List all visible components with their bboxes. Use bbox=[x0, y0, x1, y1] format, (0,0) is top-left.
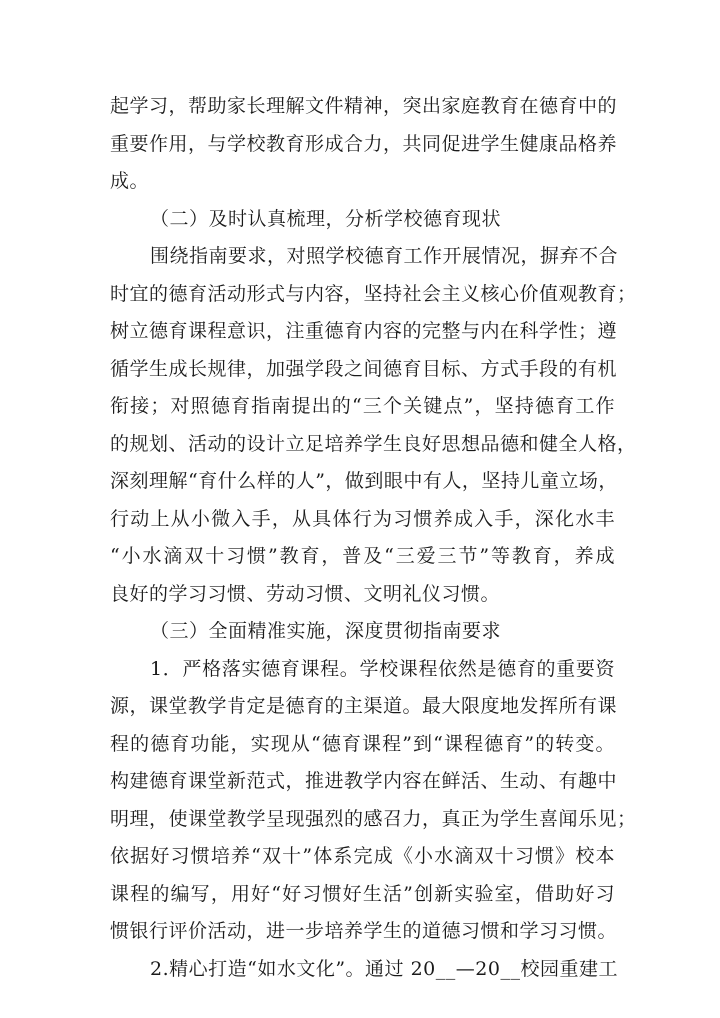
text-line: 程的德育功能，实现从“德育课程”到“课程德育”的转变。 bbox=[110, 732, 615, 755]
text-line: 依据好习惯培养“双十”体系完成《小水滴双十习惯》校本 bbox=[110, 845, 615, 867]
text-line: 成。 bbox=[110, 170, 150, 192]
text-line: 惯银行评价活动，进一步培养学生的道德习惯和学习习惯。 bbox=[110, 920, 618, 942]
text-line: 深刻理解“育什么样的人”，做到眼中有人，坚持儿童立场， bbox=[110, 470, 618, 492]
paragraph-start: 围绕指南要求，对照学校德育工作开展情况，摒弃不合 bbox=[150, 245, 619, 267]
text-line: 时宜的德育活动形式与内容，坚持社会主义核心价值观教育； bbox=[110, 282, 637, 305]
text-line: 重要作用，与学校教育形成合力，共同促进学生健康品格养 bbox=[110, 132, 618, 155]
paragraph-start: 2.精心打造“如水文化”。通过 20__—20__校园重建工 bbox=[150, 957, 618, 980]
text-line: 树立德育课程意识，注重德育内容的完整与内在科学性；遵 bbox=[110, 320, 618, 342]
text-line: 构建德育课堂新范式，推进教学内容在鲜活、生动、有趣中 bbox=[110, 770, 618, 792]
text-line: 明理，使课堂教学呈现强烈的感召力，真正为学生喜闻乐见； bbox=[110, 807, 637, 830]
text-line: “小水滴双十习惯”教育，普及“三爱三节”等教育，养成 bbox=[110, 545, 615, 567]
text-line: 的规划、活动的设计立足培养学生良好思想品德和健全人格， bbox=[110, 432, 637, 455]
text-line: 行动上从小微入手，从具体行为习惯养成入手，深化水丰 bbox=[110, 507, 615, 530]
text-line: 循学生成长规律，加强学段之间德育目标、方式手段的有机 bbox=[110, 357, 618, 380]
section-heading-3: （三）全面精准实施，深度贯彻指南要求 bbox=[150, 620, 502, 642]
body-text bbox=[110, 88, 637, 988]
text-line: 良好的学习习惯、劳动习惯、文明礼仪习惯。 bbox=[110, 582, 501, 605]
text-line: 源，课堂教学肯定是德育的主渠道。最大限度地发挥所有课 bbox=[110, 695, 618, 717]
paragraph-start: 1．严格落实德育课程。学校课程依然是德育的重要资 bbox=[150, 657, 615, 680]
text-line: 衔接；对照德育指南提出的“三个关键点”，坚持德育工作 bbox=[110, 395, 615, 417]
section-heading-2: （二）及时认真梳理，分析学校德育现状 bbox=[150, 207, 502, 230]
text-line: 课程的编写，用好“好习惯好生活”创新实验室，借助好习 bbox=[110, 882, 615, 905]
text-line: 起学习，帮助家长理解文件精神，突出家庭教育在德育中的 bbox=[110, 95, 618, 117]
